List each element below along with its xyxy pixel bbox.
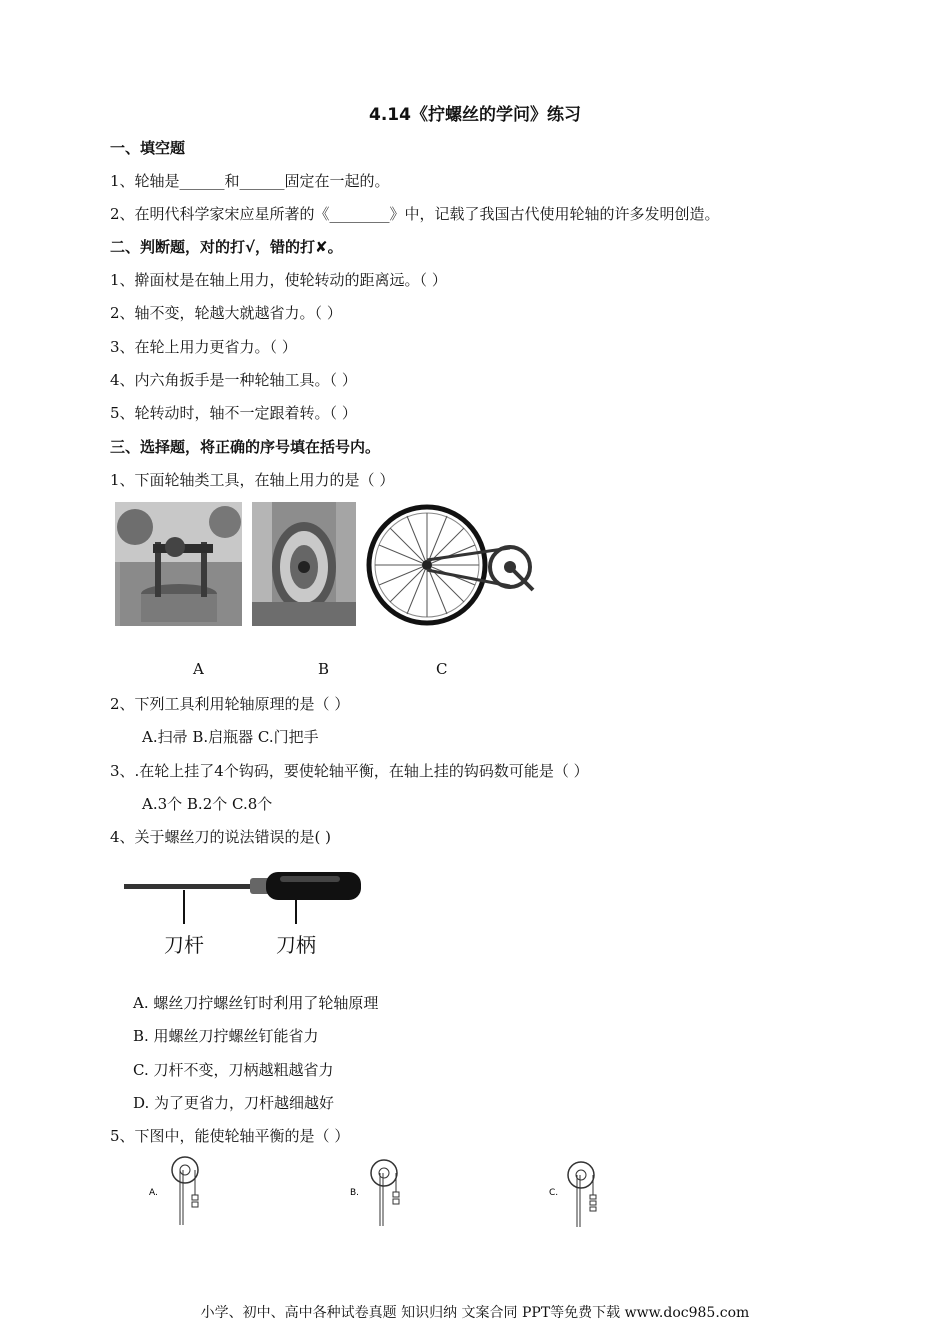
photo-label-a: A (193, 660, 204, 678)
svg-text:B.: B. (350, 1188, 360, 1198)
choice-question-4-option-c: C. 刀杆不变，刀柄越粗越省力 (133, 1061, 334, 1079)
section3-heading: 三、选择题，将正确的序号填在括号内。 (110, 438, 381, 456)
choice-question-4: 4、关于螺丝刀的说法错误的是( ) (110, 828, 332, 846)
choice-question-4-option-d: D. 为了更省力，刀杆越细越好 (133, 1094, 335, 1112)
choice-question-4-option-b: B. 用螺丝刀拧螺丝钉能省力 (133, 1027, 319, 1045)
wheel-axle-diagram-a (145, 1155, 225, 1235)
section2-heading: 二、判断题，对的打√，错的打✘。 (110, 238, 343, 256)
shaft-label: 刀杆 (164, 933, 204, 957)
svg-text:A.: A. (149, 1188, 158, 1198)
choice-question-3: 3、.在轮上挂了4个钩码，要使轮轴平衡，在轴上挂的钩码数可能是（ ） (110, 762, 589, 780)
judge-question-5: 5、轮转动时，轴不一定跟着转。（ ） (110, 404, 357, 422)
photo-a-well-windlass (115, 502, 242, 626)
handle-label: 刀柄 (276, 933, 316, 957)
judge-question-2: 2、轴不变，轮越大就越省力。（ ） (110, 304, 342, 322)
screwdriver-figure (120, 862, 370, 962)
photo-label-c: C (436, 660, 448, 678)
choice-question-1: 1、下面轮轴类工具，在轴上用力的是（ ） (110, 471, 395, 489)
choice-question-4-option-a: A. 螺丝刀拧螺丝钉时利用了轮轴原理 (133, 994, 379, 1012)
judge-question-3: 3、在轮上用力更省力。（ ） (110, 338, 297, 356)
choice-question-3-options: A.3个 B.2个 C.8个 (142, 795, 273, 813)
wheel-axle-diagram-b (348, 1158, 428, 1238)
judge-question-4: 4、内六角扳手是一种轮轴工具。（ ） (110, 371, 357, 389)
wheel-axle-diagram-c (547, 1155, 627, 1235)
page-title: 4.14《拧螺丝的学问》练习 (369, 105, 581, 125)
choice-question-5: 5、下图中，能使轮轴平衡的是（ ） (110, 1127, 350, 1145)
fill-question-2: 2、在明代科学家宋应星所著的《________》中，记载了我国古代使用轮轴的许多发明创造。 (110, 205, 720, 223)
page-footer: 小学、初中、高中各种试卷真题 知识归纳 文案合同 PPT等免费下载 www.doc985.com (200, 1305, 750, 1321)
choice-question-2-options: A.扫帚 B.启瓶器 C.门把手 (142, 728, 319, 746)
fill-question-1: 1、轮轴是______和______固定在一起的。 (110, 172, 390, 190)
photo-b-wheel-machine (252, 502, 356, 626)
judge-question-1: 1、擀面杖是在轴上用力，使轮转动的距离远。（ ） (110, 271, 447, 289)
section1-heading: 一、填空题 (110, 139, 186, 157)
photo-label-b: B (318, 660, 330, 678)
photo-c-bicycle-wheel (365, 500, 549, 631)
choice-question-2: 2、下列工具利用轮轴原理的是（ ） (110, 695, 350, 713)
svg-text:C.: C. (549, 1188, 559, 1198)
